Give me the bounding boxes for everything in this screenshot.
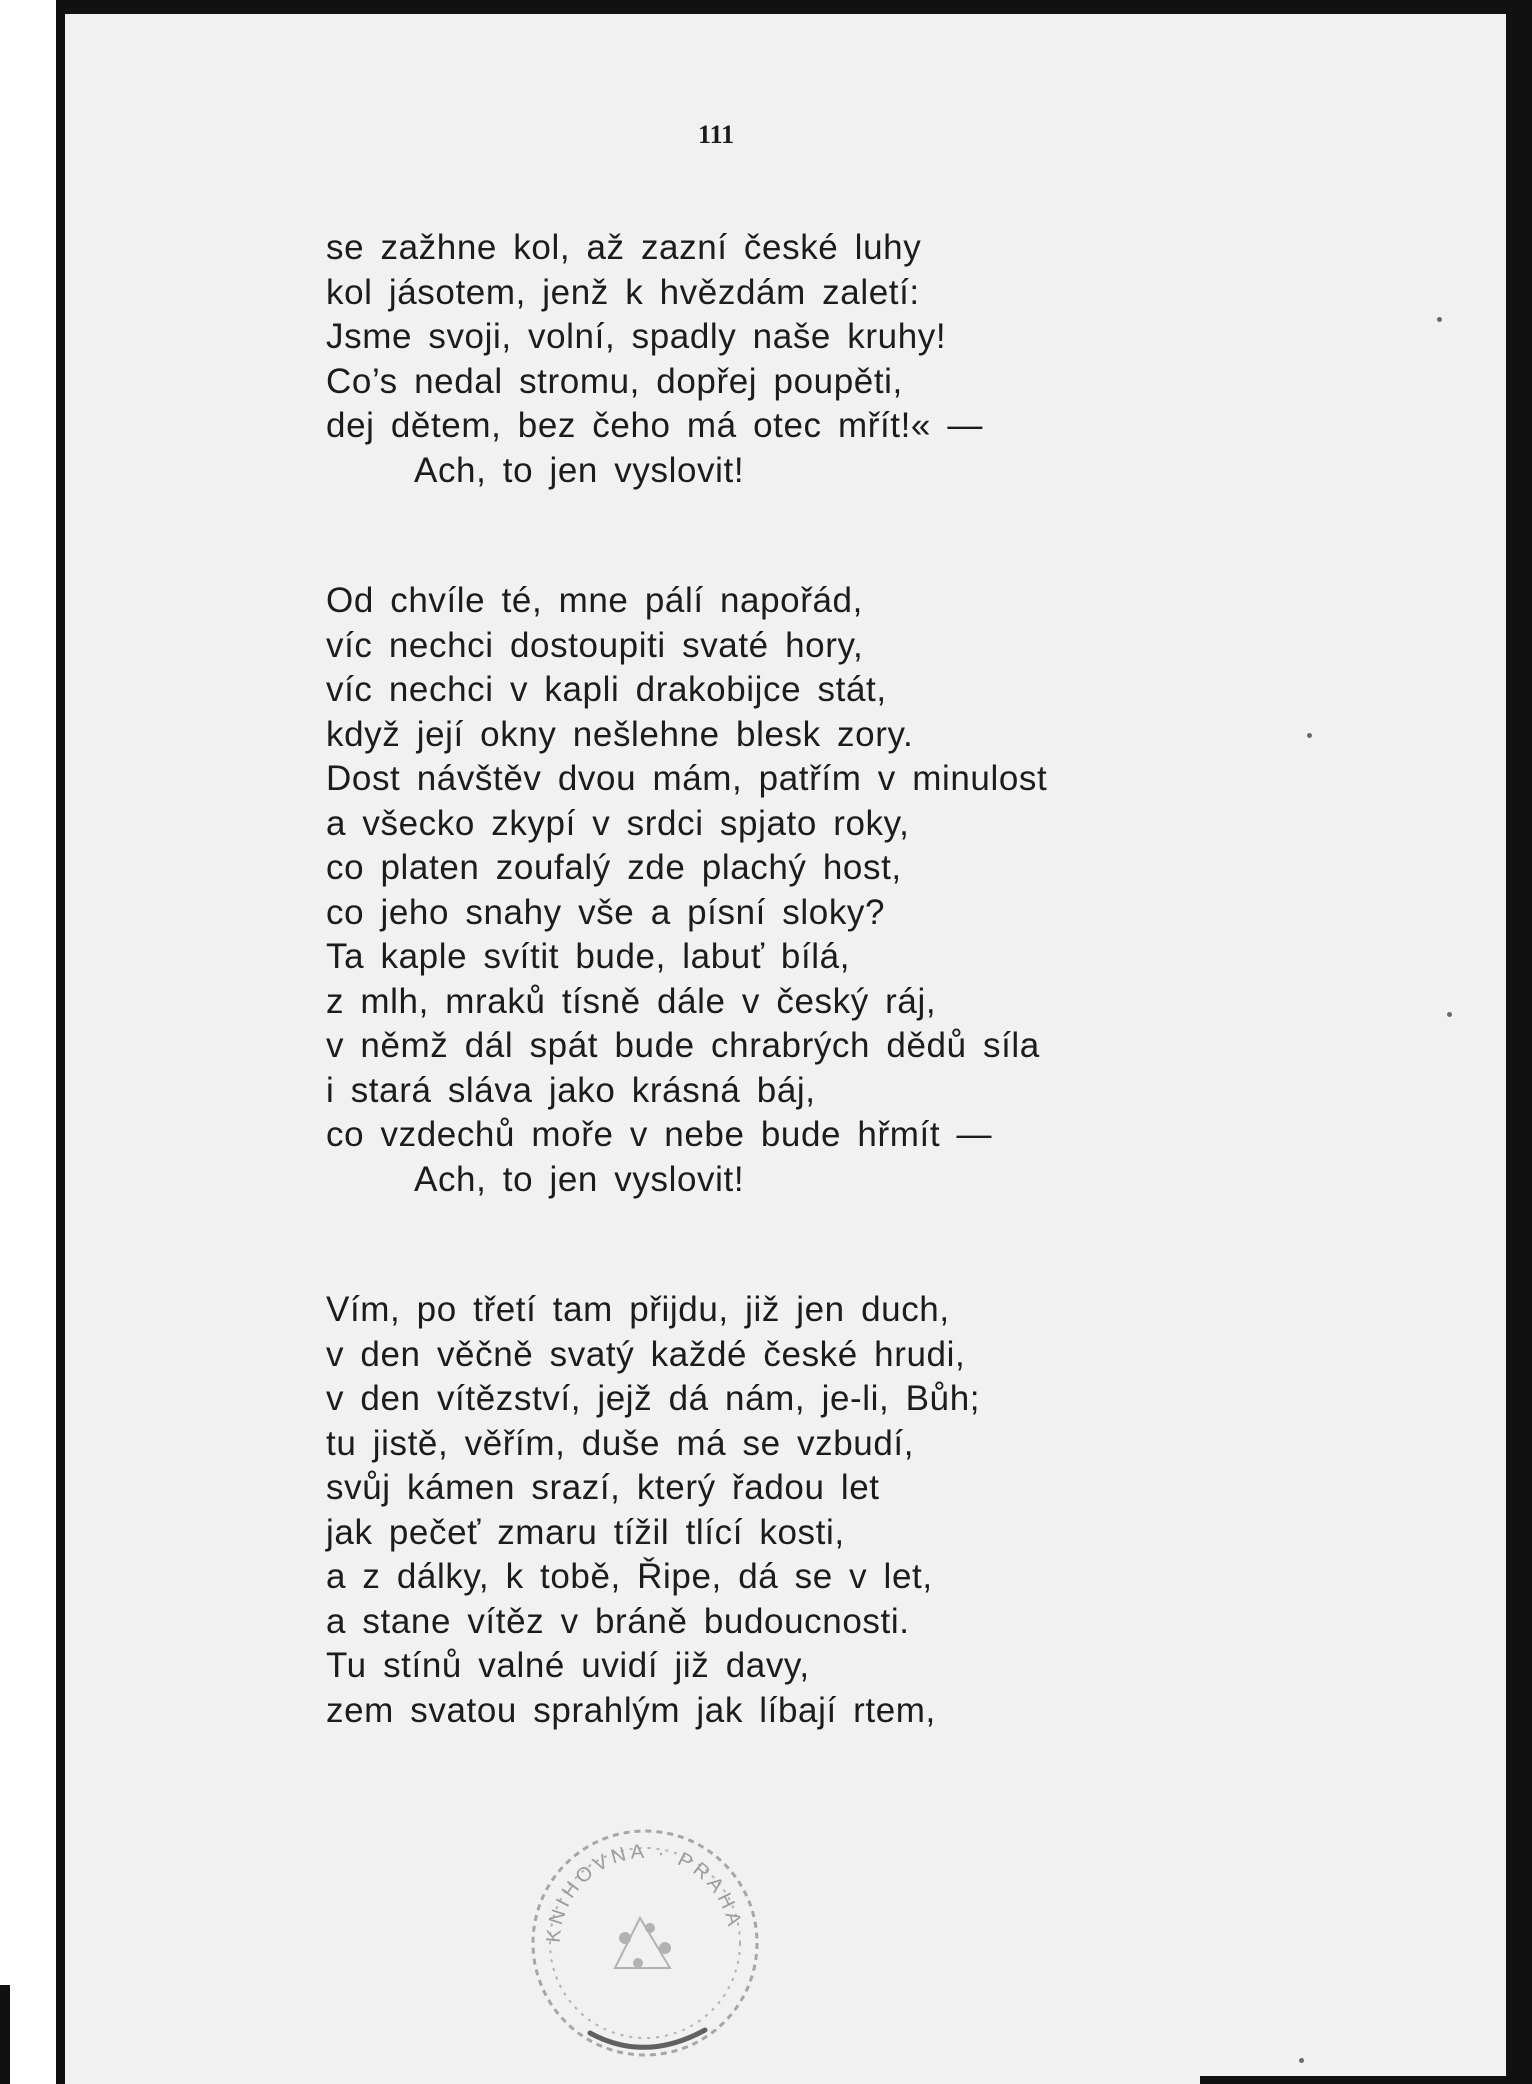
speck: [1437, 317, 1442, 322]
refrain-line: Ach, to jen vyslovit!: [414, 450, 745, 490]
verse-line: Dost návštěv dvou mám, patřím v minulost: [326, 759, 1048, 798]
stamp-emblem: [615, 1918, 671, 1968]
stanza-1: [326, 226, 983, 493]
refrain-line: Ach, to jen vyslovit!: [414, 1159, 745, 1199]
verse-line: a stane vítěz v bráně budoucnosti.: [326, 1601, 910, 1641]
verse-line: zem svatou sprahlým jak líbají rtem,: [326, 1690, 936, 1730]
scan-border-bottom: [1200, 2076, 1532, 2084]
verse-line: v den věčně svatý každé české hrudi,: [326, 1334, 966, 1374]
stanza-3: [326, 1288, 980, 1733]
verse-line: Ta kaple svítit bude, labuť bílá,: [326, 937, 851, 976]
verse-line: co jeho snahy vše a písní sloky?: [326, 892, 886, 932]
svg-text:KNIHOVNA · PRAHA: [543, 1841, 746, 1944]
verse-line: Vím, po třetí tam přijdu, již jen duch,: [326, 1290, 950, 1329]
verse-line: v němž dál spát bude chrabrých dědů síla: [326, 1026, 1040, 1065]
scan-border-left: [56, 0, 65, 2084]
verse-line: se zažhne kol, až zazní české luhy: [326, 228, 922, 267]
scan-border-top: [0, 0, 1532, 14]
verse-line: Jsme svoji, volní, spadly naše kruhy!: [326, 317, 947, 356]
verse-line: tu jistě, věřím, duše má se vzbudí,: [326, 1423, 915, 1463]
page-number-text: 111: [698, 120, 735, 149]
scan-border-right: [1506, 0, 1532, 2084]
verse-line: a z dálky, k tobě, Řipe, dá se v let,: [326, 1557, 933, 1596]
verse-line: jak pečeť zmaru tížil tlící kosti,: [326, 1512, 845, 1552]
verse-line: Co’s nedal stromu, dopřej poupěti,: [326, 361, 903, 401]
verse-line: z mlh, mraků tísně dále v český ráj,: [326, 981, 937, 1021]
stamp-text: KNIHOVNA · PRAHA: [542, 1840, 747, 1944]
verse-line: Tu stínů valné uvidí již davy,: [326, 1646, 810, 1685]
verse-line: víc nechci dostoupiti svaté hory,: [326, 625, 864, 665]
verse-line: svůj kámen srazí, který řadou let: [326, 1468, 880, 1507]
verse-line: co vzdechů moře v nebe bude hřmít —: [326, 1115, 993, 1154]
speck: [1447, 1012, 1452, 1017]
verse-line: když její okny nešlehne blesk zory.: [326, 714, 914, 754]
verse-line: i stará sláva jako krásná báj,: [326, 1070, 816, 1110]
scan-margin-left: [0, 0, 56, 2084]
library-stamp: [520, 1818, 770, 2068]
scan-border-left-edge: [0, 1985, 10, 2084]
verse-line: a všecko zkypí v srdci spjato roky,: [326, 803, 910, 843]
speck: [1299, 2058, 1304, 2063]
verse-line: v den vítězství, jejž dá nám, je-li, Bůh;: [326, 1379, 981, 1418]
speck: [1307, 733, 1312, 738]
stanza-2: [326, 579, 1047, 1202]
verse-line: Od chvíle té, mne pálí napořád,: [326, 581, 863, 620]
verse-line: víc nechci v kapli drakobijce stát,: [326, 670, 887, 709]
verse-line: co platen zoufalý zde plachý host,: [326, 848, 902, 887]
verse-line: dej dětem, bez čeho má otec mřít!« —: [326, 406, 983, 445]
verse-line: kol jásotem, jenž k hvězdám zaletí:: [326, 272, 920, 312]
